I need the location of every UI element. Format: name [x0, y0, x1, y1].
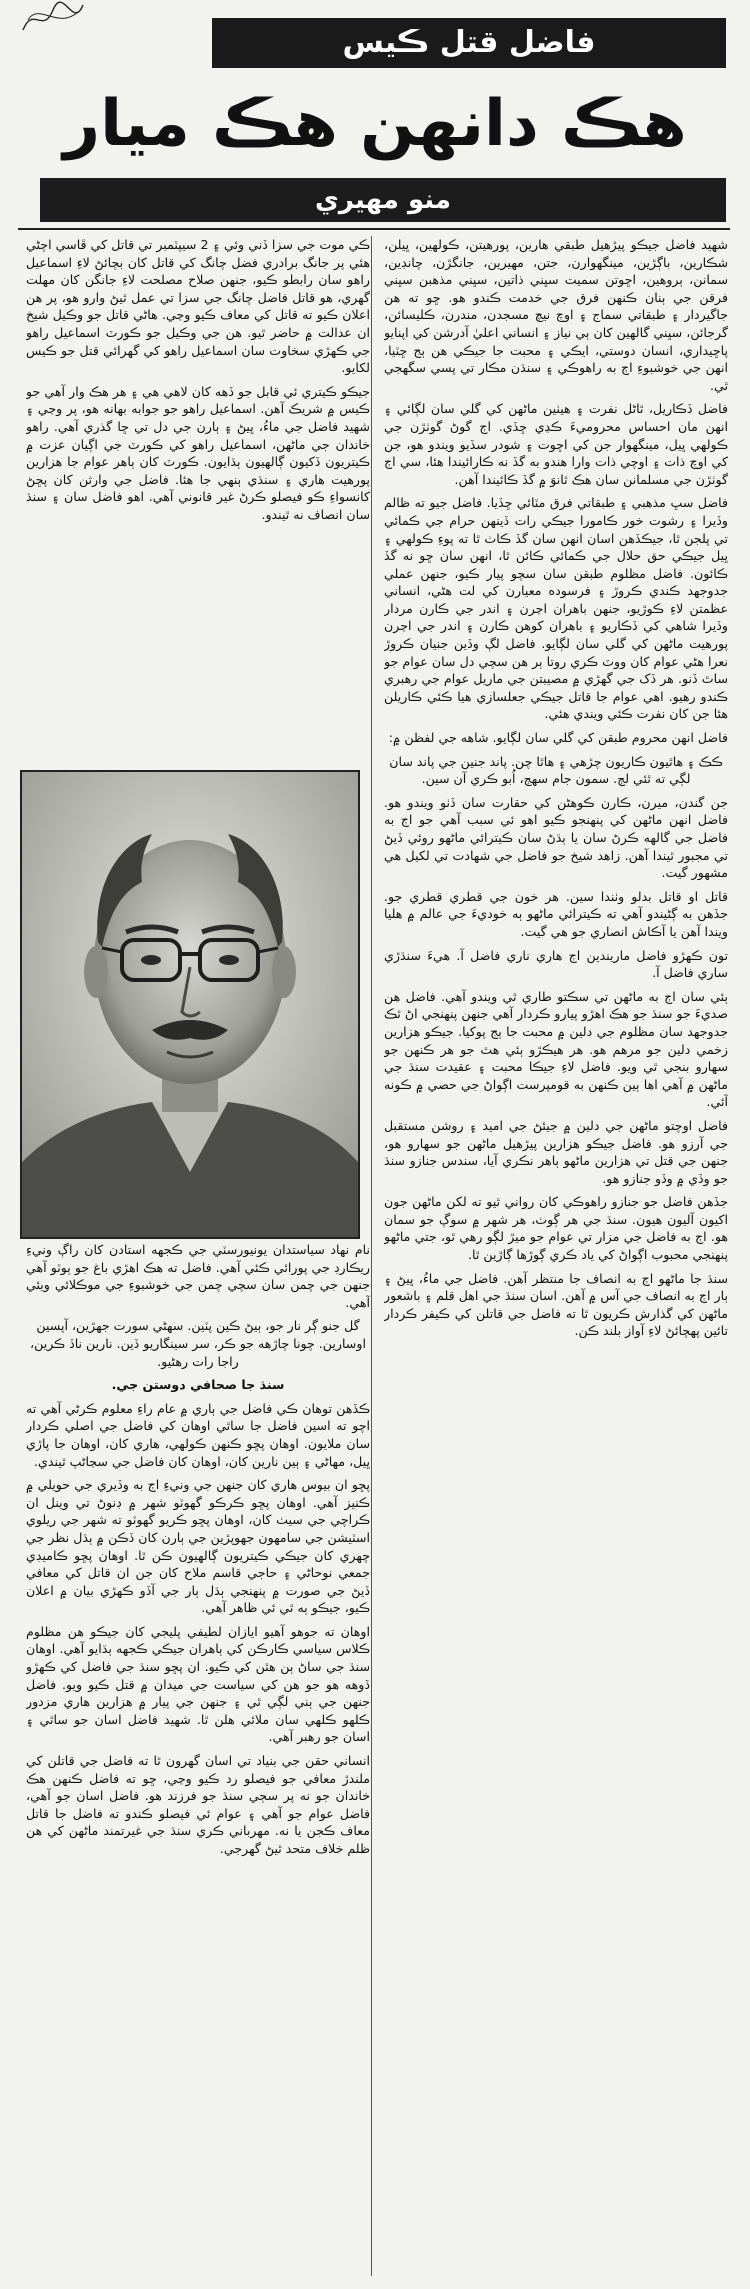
- paragraph: تون ڪهڙو فاضل ماريندين اڄ هاري ناري فاضل آ. هيءَ سنڌڙي ساري فاضل آ.: [384, 947, 728, 981]
- paragraph: سنڌ جا ماڻهو اڄ به انصاف جا منتظر آهن. فاضل جي ماءُ، ڀيڻ ۽ ٻار اڄ به انصاف جي آس ۾ آهن. اسان سنڌ جي اهل قلم ۽ باشعور ماڻهن کي گذارش ڪريون ٿا ته فاضل جي قاتلن کي ڪيفر ڪردار تائين پهچائڻ لاءِ آواز بلند ڪن.: [384, 1270, 728, 1339]
- left-column-top-text: [26, 236, 370, 756]
- paragraph: ڪي موت جي سزا ڏني وئي ۽ 2 سيپٽمبر تي قاتل کي ڦاسي اچڻي هئي پر جانگ برادري فضل چانگ کي قاتل کان بچائڻ لاءِ اسماعيل راهو سان رابطو ڪيو، جنهن صلاح مصلحت لاءِ جانگن کان مهلت گهري، هو قاتل فاضل چانگ جي سزا تي عمل ٿيڻ وارو هو، پر هن اعلان ڪيو ته قاتل کي معاف ڪيو وڃي. هاڻي قاتل جو وڪيل شيخ ان عدالت ۾ حاضر ٿيو. هن جي وڪيل جو ڪورٽ اسماعيل راهو جي ڪهڙي سخاوت سان اسماعيل راهو کي گهرائي قتل جو ڪيس لکايو.: [26, 237, 370, 376]
- portrait-image: [22, 772, 358, 1237]
- paragraph: جيڪو ڪيتري ئي قابل جو ڏهه کان لاهي هي ۽ هر هڪ وار آهي جو ڪيس ۾ شريڪ آهن. اسماعيل راهو جو جوابه بهانه هو، پر وڃي ۽ شهيد فاضل جي ماءُ، ڀيڻ ۽ ٻارن جي دل تي ڇا گذري آهي. راهو خاندان جي ماڻهن، اسماعيل راهو کي ڪورٽ جي اڳيان عزت ۾ ڪيتريون ڏکيون ڳالهيون ٻڌايون. ڪورٽ کان ٻاهر عوام جا هزارين پورهيت هاري ۽ سنڌي ٻنهي جا هئا. فاضل جي وارثن کان پڇڻ کانسواءِ ڪو فيصلو ڪرڻ غير قانوني آهي. اهو فاضل سان ۽ سنڌ سان انصاف نه ٿيندو.: [26, 383, 370, 522]
- portrait-photo: [20, 770, 360, 1239]
- poem-verse: گل جنو ڳر نار جو، ٻيڻ ڪين پٽين. سهڻي سورت جهڙين، آپسين اوسارين. چونا چاڙهه جو ڪر، سر سينگاريو ڏين. نارين ناڏ ڪرين، راجا رات رهڻيو.: [30, 1318, 366, 1369]
- section-note: سنڌ جا صحافي دوستن جي.: [111, 1377, 285, 1393]
- paragraph: نام نهاد سياستدان يونيورسٽي جي ڪجهه استادن کان راڳ ونيءِ ريڪارڊ جي پورائي ڪئي آهي. فاضل ته هڪ اهڙي باغ جو ٻوٽو آهي جنهن جي چمن سان سچي چمن جي خوشبوءِ جي موڪلائي ويئي آهي.: [26, 1242, 370, 1310]
- byline-banner: منو مهيري: [40, 178, 726, 222]
- poem-verse: ڪڪ ۽ هاٿيون ڪاريون چڙهي ۽ هاٿا چن. پاند جنين جي پاند سان لڳي ته ٿئي لڄ. سمون جام سهڄ، اُبو ڪري آن سين.: [389, 753, 723, 787]
- header-rule: [18, 228, 730, 230]
- paragraph: جن گندن، ميرن، ڪارن ڪوهڻن کي حقارت سان ڏٺو ويندو هو. فاضل انهن ماڻهن کي پنهنجو ڪيو اهو ئي سبب آهي جو اڄ به فاضل جي گالهه ڪرڻ سان يا ٻڌڻ سان ڪيترائي ماڻهو روئي ڏيڻ تي مجبور ٿيندا آهن. زاهد شيخ جو فاضل جي شهادت تي لکيل هي مشهور گيت.: [384, 794, 728, 881]
- paragraph: ٻئي سان اڄ به ماڻهن تي سڪتو طاري ٿي ويندو آهي. فاضل هن صديءَ جو سنڌ جو هڪ اهڙو پيارو ڪردار آهي جنهن پنهنجي اڻ ٿڪ جدوجهد سان مظلوم جي دلين ۾ محبت جا ٻج پوکيا. جيڪو هزارين زخمي دلين جو مرهم هو. هر هيڪڙو ٻئي هٿ جو هر ڪنهن جو سهارو بنجي ٿي ويو. فاضل لاءِ جيڪا محبت ۽ عقيدت سنڌ جي ماڻهن ۾ آهي اها ٻين ڪنهن به قومپرست اڳواڻ جي حصي ۾ ڪونه آئي.: [384, 988, 728, 1110]
- paragraph: فاضل انهن محروم طبقن کي گلي سان لڳايو. شاهه جي لفظن ۾:: [388, 730, 728, 746]
- paragraph: فاضل ڏڪاريل، ٿاڻل نفرت ۽ هيٺين ماڻهن کي گلي سان لڳائي ۽ انهن مان احساس محروميءَ ڪڍي ڇڏي. اڄ گوڻ گوٺڙن جي ڪولهي ڀيل، مينگهوار جن کي اڇوت ۽ شودر سڏيو ويندو هو، جن کي اوچ ذات ۽ اوچي ذات وارا هندو به گڏ نه ڪارائيندا هئا، سي اڄ گوٺڙن جي مسلمانن سان هڪ ٿانوَ ۾ گڏ ڪائيندا آهن.: [384, 401, 728, 487]
- pen-scribble-mark: [18, 0, 88, 40]
- paragraph: پڇو ان بيوس هاري کان جنهن جي ونيءِ اڄ به وڏيري جي حويلي ۾ ڪنيز آهي. اوهان پڇو ڪرڪو گهوٽو شهر ۾ ڊنوڻ تي وينل ان ڪراچي جي سيٺ کان، اوهان پڇو ڪريو گهوٽو ته شهر جي ريلوي اسٽيشن جي سامهون جهوپڙين جي ٻارن کان ڏڪن ۾ ٻڌل نظر جي چهري کان جيڪي ڪيتريون ڳالهيون ڪن ٿا. اوهان پڇو ڪاميڊي جمعي نوحاڻي ۽ حاجي قاسم ملاح کان جن ان قاتل کي معافي ڏيڻ جي صورت ۾ پنهنجي ٻڌل ٻار جي آڏو ڪهڙي بيان ۾ اعلان ڪيو، جيڪو ٻه ٿي ئي ظاهر آهي.: [26, 1477, 370, 1616]
- paragraph: شهيد فاضل جيڪو پيڙهيل طبقي هارين، پورهيتن، ڪولهين، ڀيلن، شڪارين، باڳڙين، مينگهوارن، جتن، مهيرين، جانگڙن، چانڊين، سمانن، ٻروهين، اڇوتن سميت سڀني ذاتين، سڀني مذهبن سڀني فرقن جي ٻنان ڪنهن فرق جي خدمت ڪندو هو. ڇو ته هن جاگيردار ۽ طبقاتي سماج ۽ اوچ نيچ مسجدن، مندرن، ڪليسائن، گرجائن، سڀني گالهين کان ٻي نياز ۽ انساني اعليٰ آدرشن کي اپنايو پاڇيداري، انسان دوستي، ايڪي ۽ محبت جا جيڪي هن ٻج ڇٽيا، انهن جي خوشبوءِ اڄ به راهوڪي ۽ سنڌن مڪار تي پسي سگهجي ٿي.: [384, 237, 728, 393]
- article-right-column: [384, 236, 728, 2276]
- paragraph: انساني حقن جي بنياد تي اسان گهرون ٿا ته فاضل جي قاتلن کي ملندڙ معافي جو فيصلو رد ڪيو وڃي، ڇو ته فاضل ڪنهن هڪ خاندان جو نه پر سڄي سنڌ جو فرزند هو. فاضل اسان جو آهي، فاضل عوام جو آهي ۽ عوام ئي فيصلو ڪندو ته فاضل جا قاتل معاف ڪجن يا نه. مهرباني ڪري سنڌ جي غيرتمند ماڻهن کي هن ظلم خلاف متحد ٿيڻ گهرجي.: [26, 1753, 370, 1856]
- paragraph: جڏهن فاضل جو جنازو راهوڪي کان رواني ٿيو ته لکن ماڻهن جون اکيون آليون هيون. سنڌ جي هر ڳوٺ، هر شهر ۾ سوڳ جو سمان هو. اڄ به فاضل جي مزار تي عوام جو ميڙ لڳو رهي ٿو، جتي ماڻهو پنهنجي محبوب اڳواڻ کي ياد ڪري ڳوڙها ڳاڙين ٿا.: [384, 1194, 728, 1263]
- kicker-banner: فاضل قتل ڪيس: [212, 18, 726, 68]
- headline: هڪ دانهن هڪ ميار: [63, 87, 687, 161]
- paragraph: ڪڏهن توهان ڪي فاضل جي ٻاري ۾ عام راءِ معلوم ڪرڻي آهي ته اچو ته اسين فاضل جا ساٿي اوهان کي فاضل جي اصلي ڪردار سان ملايون. اوهان پڇو ڪنهن ڪولهي، هاري کان، اوهان جا پاڙي ڀيل، مهاڻي ۽ ٻين نارين کان، اوهان کان فاضل جي سڃاڻپ ٿيندي.: [26, 1400, 370, 1469]
- paragraph: قاتل او قاتل بدلو وٺندا سين. هر خون جي قطري قطري جو. جڏهن به ڳڻيندو آهي ته ڪيترائي ماڻهو ٻه خوديءَ جي عالم ۾ هليا ويندا آهن يا آڪاش انصاري جو هي گيت.: [384, 888, 728, 939]
- column-divider: [371, 236, 372, 2276]
- paragraph: فاضل اوچتو ماڻهن جي دلين ۾ جيئڻ جي اميد ۽ روشن مستقبل جي آرزو هو. فاضل جيڪو هزارين پيڙهيل ماڻهن جو سهارو هو، جنهن جي قتل تي هزارين ماڻهو ٻاهر نڪري آيا، سندس جنازو سنڌ جو وڏي ۾ وڏو جنازو هو.: [384, 1117, 728, 1186]
- left-column-bottom-text: [26, 1241, 370, 2281]
- paragraph: اوهان ته جوهو آهيو ايازان لطيفي پليجي کان جيڪو هن مظلوم ڪلاس سياسي ڪارڪن کي ٻاهران جيڪي ڪجهه ٻڌايو آهي. اوهان سنڌ جي ساڻ ٻن هٿن کي ڪيو. ان پڇو سنڌ جي فاضل کي ڪهڙو ڏوهه هو جو هن کي سياست جي ميدان ۾ قتل ڪيو ويو. فاضل جنهن جي ٻني لڳي ٿي ۽ جنهن جي پيار ۾ هزارين هاري مزدور ڪلهو ڪلهي سان ملائي هلن ٿا. شهيد فاضل اسان جو ساٿي ۽ اسان جو رهبر آهي.: [26, 1623, 370, 1745]
- paragraph: فاضل سڀ مذهبي ۽ طبقاتي فرق مٽائي ڇڏيا. فاضل جيو ته ظالم وڏيرا ۽ رشوت خور ڪامورا جيڪي رات ڏينهن حرام جي ڪمائي تي پلجن ٿا، جيڪڏهن اسان انهن سان گڏ ڪاٺ ٿا ته پوءِ ڪولهي ۽ ڀيل جيڪي حق حلال جي ڪمائي ڪائن ٿا، انهن سان ڇو نه گڏ ڪائون. فاضل مظلوم طبقن سان سچو پيار ڪيو، جنهن عملي جدوجهد ڪندي ڪروڙ ۽ فرسوده معيارن کي لت هڻي، انساني عظمتن لاءِ ڪوڙيو، جنهن باهران اڃرن ۽ اندر جي ڪارن مردار وڏيرا شاهي کي ڏڪاريو ۽ باهران کوهن ڪارن ۽ اندر جي اڃرن پورهيت ماڻهن کي گلي سان لڳايو. فاضل لڳ وڏين جنيان ڪروڙ نعرا هڻي عوام کان ووٽ ڪري روتا ٻر هن سچي دل سان عوام جو ساٿ ڏنو. هر ڏک جي گهڙي ۾ مصيبتن جي ماريل عوام جي رهبري ڪندو رهيو. اهي عوام جا قاتل جيڪي جعلسازي هيا ڪئي ڪاريلن هئا جن کان نفرت ڪئي ويندي هئي.: [384, 495, 728, 722]
